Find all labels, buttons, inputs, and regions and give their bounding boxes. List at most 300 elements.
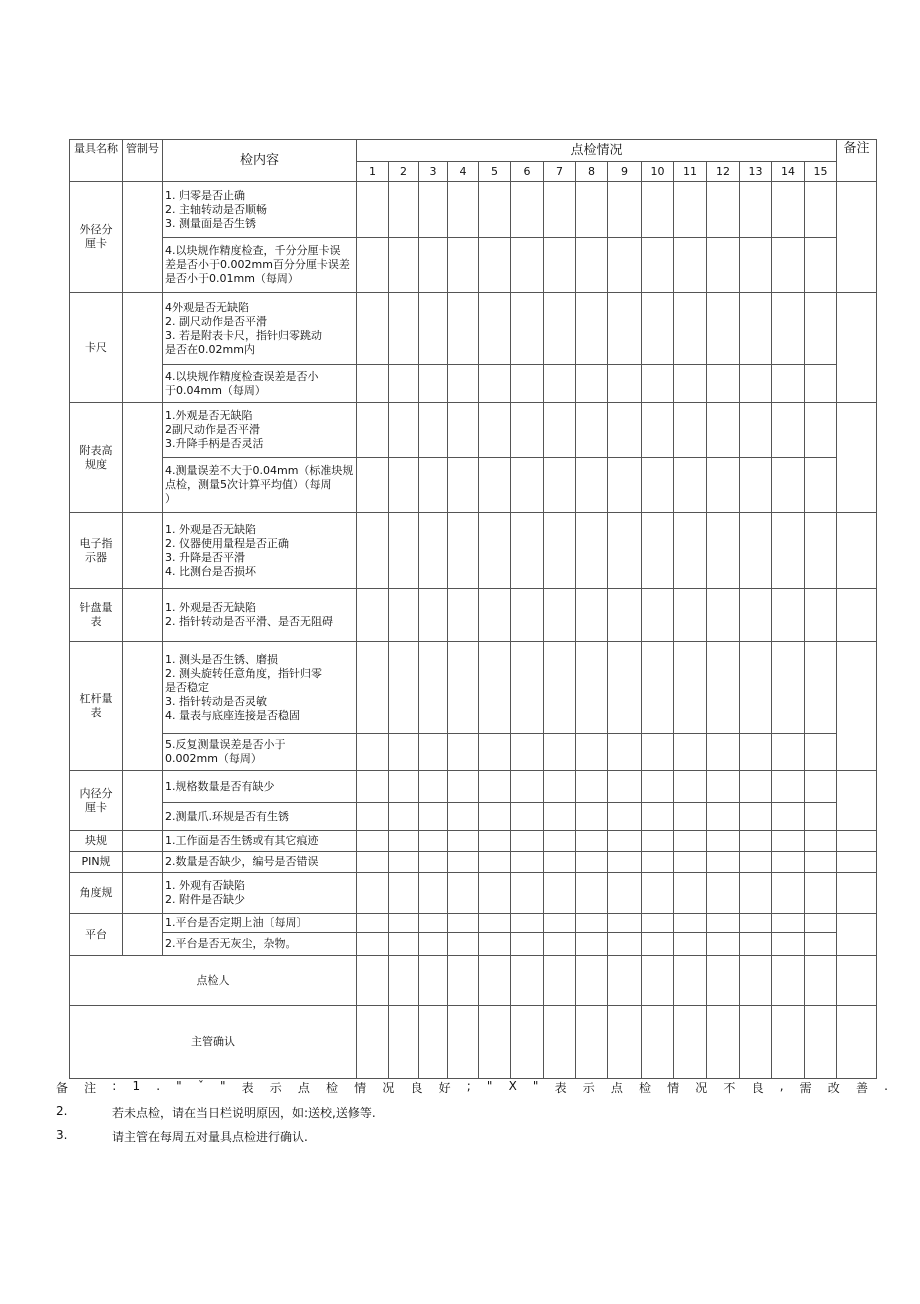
check-cell[interactable] [576, 642, 608, 734]
check-cell[interactable] [642, 771, 674, 803]
check-cell[interactable] [419, 852, 448, 873]
check-cell[interactable] [805, 458, 837, 513]
check-cell[interactable] [448, 458, 479, 513]
check-cell[interactable] [448, 513, 479, 589]
check-cell[interactable] [389, 589, 419, 642]
check-cell[interactable] [419, 238, 448, 293]
check-cell[interactable] [608, 771, 642, 803]
check-cell[interactable] [357, 238, 389, 293]
check-cell[interactable] [448, 589, 479, 642]
check-cell[interactable] [608, 642, 642, 734]
check-cell[interactable] [707, 403, 740, 458]
check-cell[interactable] [479, 513, 511, 589]
check-cell[interactable] [448, 873, 479, 914]
check-cell[interactable] [544, 238, 576, 293]
check-cell[interactable] [740, 182, 772, 238]
control-number[interactable] [123, 914, 163, 956]
check-cell[interactable] [357, 513, 389, 589]
check-cell[interactable] [674, 403, 707, 458]
check-cell[interactable] [642, 914, 674, 933]
check-cell[interactable] [740, 831, 772, 852]
check-cell[interactable] [419, 771, 448, 803]
check-cell[interactable] [674, 182, 707, 238]
control-number[interactable] [123, 852, 163, 873]
check-cell[interactable] [419, 182, 448, 238]
check-cell[interactable] [576, 852, 608, 873]
check-cell[interactable] [772, 365, 805, 403]
check-cell[interactable] [479, 365, 511, 403]
check-cell[interactable] [448, 734, 479, 771]
signoff-cell[interactable] [448, 956, 479, 1006]
check-cell[interactable] [707, 458, 740, 513]
check-cell[interactable] [544, 771, 576, 803]
check-cell[interactable] [576, 933, 608, 956]
check-cell[interactable] [419, 803, 448, 831]
remark-cell[interactable] [837, 182, 877, 293]
check-cell[interactable] [772, 914, 805, 933]
check-cell[interactable] [674, 293, 707, 365]
signoff-cell[interactable] [576, 1006, 608, 1079]
check-cell[interactable] [511, 852, 544, 873]
check-cell[interactable] [642, 734, 674, 771]
check-cell[interactable] [357, 933, 389, 956]
signoff-cell[interactable] [419, 956, 448, 1006]
remark-cell[interactable] [837, 1006, 877, 1079]
check-cell[interactable] [608, 914, 642, 933]
check-cell[interactable] [674, 642, 707, 734]
check-cell[interactable] [740, 293, 772, 365]
check-cell[interactable] [357, 293, 389, 365]
check-cell[interactable] [642, 873, 674, 914]
check-cell[interactable] [805, 831, 837, 852]
check-cell[interactable] [805, 873, 837, 914]
signoff-cell[interactable] [674, 956, 707, 1006]
check-cell[interactable] [479, 734, 511, 771]
check-cell[interactable] [357, 365, 389, 403]
check-cell[interactable] [544, 914, 576, 933]
check-cell[interactable] [608, 852, 642, 873]
check-cell[interactable] [707, 365, 740, 403]
control-number[interactable] [123, 831, 163, 852]
check-cell[interactable] [389, 182, 419, 238]
check-cell[interactable] [357, 734, 389, 771]
check-cell[interactable] [419, 365, 448, 403]
check-cell[interactable] [740, 873, 772, 914]
check-cell[interactable] [544, 403, 576, 458]
check-cell[interactable] [805, 403, 837, 458]
check-cell[interactable] [608, 873, 642, 914]
check-cell[interactable] [608, 589, 642, 642]
check-cell[interactable] [419, 403, 448, 458]
check-cell[interactable] [740, 852, 772, 873]
check-cell[interactable] [674, 852, 707, 873]
check-cell[interactable] [544, 182, 576, 238]
check-cell[interactable] [544, 933, 576, 956]
check-cell[interactable] [544, 873, 576, 914]
control-number[interactable] [123, 513, 163, 589]
signoff-cell[interactable] [642, 956, 674, 1006]
check-cell[interactable] [805, 803, 837, 831]
signoff-cell[interactable] [544, 956, 576, 1006]
check-cell[interactable] [389, 771, 419, 803]
signoff-cell[interactable] [357, 1006, 389, 1079]
signoff-cell[interactable] [772, 956, 805, 1006]
check-cell[interactable] [448, 238, 479, 293]
check-cell[interactable] [448, 365, 479, 403]
check-cell[interactable] [642, 852, 674, 873]
check-cell[interactable] [772, 852, 805, 873]
check-cell[interactable] [642, 293, 674, 365]
check-cell[interactable] [805, 852, 837, 873]
check-cell[interactable] [674, 589, 707, 642]
signoff-cell[interactable] [389, 956, 419, 1006]
control-number[interactable] [123, 642, 163, 771]
check-cell[interactable] [419, 458, 448, 513]
check-cell[interactable] [674, 513, 707, 589]
check-cell[interactable] [448, 914, 479, 933]
control-number[interactable] [123, 293, 163, 403]
check-cell[interactable] [544, 365, 576, 403]
check-cell[interactable] [642, 182, 674, 238]
check-cell[interactable] [608, 734, 642, 771]
check-cell[interactable] [642, 238, 674, 293]
check-cell[interactable] [389, 458, 419, 513]
check-cell[interactable] [642, 365, 674, 403]
check-cell[interactable] [419, 831, 448, 852]
check-cell[interactable] [707, 873, 740, 914]
check-cell[interactable] [389, 734, 419, 771]
check-cell[interactable] [389, 293, 419, 365]
check-cell[interactable] [419, 642, 448, 734]
remark-cell[interactable] [837, 642, 877, 771]
check-cell[interactable] [805, 734, 837, 771]
check-cell[interactable] [805, 933, 837, 956]
check-cell[interactable] [511, 803, 544, 831]
check-cell[interactable] [740, 771, 772, 803]
check-cell[interactable] [805, 914, 837, 933]
check-cell[interactable] [642, 642, 674, 734]
check-cell[interactable] [805, 513, 837, 589]
check-cell[interactable] [707, 914, 740, 933]
check-cell[interactable] [511, 914, 544, 933]
check-cell[interactable] [805, 238, 837, 293]
check-cell[interactable] [805, 182, 837, 238]
check-cell[interactable] [674, 734, 707, 771]
check-cell[interactable] [357, 771, 389, 803]
check-cell[interactable] [740, 933, 772, 956]
remark-cell[interactable] [837, 589, 877, 642]
check-cell[interactable] [608, 458, 642, 513]
check-cell[interactable] [707, 513, 740, 589]
check-cell[interactable] [357, 873, 389, 914]
check-cell[interactable] [805, 771, 837, 803]
check-cell[interactable] [608, 403, 642, 458]
check-cell[interactable] [479, 933, 511, 956]
remark-cell[interactable] [837, 293, 877, 403]
check-cell[interactable] [448, 771, 479, 803]
control-number[interactable] [123, 771, 163, 831]
remark-cell[interactable] [837, 852, 877, 873]
check-cell[interactable] [772, 771, 805, 803]
signoff-cell[interactable] [707, 956, 740, 1006]
check-cell[interactable] [772, 238, 805, 293]
check-cell[interactable] [707, 293, 740, 365]
check-cell[interactable] [674, 365, 707, 403]
check-cell[interactable] [772, 513, 805, 589]
control-number[interactable] [123, 589, 163, 642]
check-cell[interactable] [544, 803, 576, 831]
signoff-cell[interactable] [674, 1006, 707, 1079]
remark-cell[interactable] [837, 873, 877, 914]
check-cell[interactable] [642, 403, 674, 458]
signoff-cell[interactable] [389, 1006, 419, 1079]
signoff-cell[interactable] [544, 1006, 576, 1079]
check-cell[interactable] [419, 589, 448, 642]
check-cell[interactable] [772, 182, 805, 238]
signoff-cell[interactable] [419, 1006, 448, 1079]
check-cell[interactable] [389, 831, 419, 852]
check-cell[interactable] [357, 803, 389, 831]
check-cell[interactable] [479, 803, 511, 831]
check-cell[interactable] [772, 933, 805, 956]
remark-cell[interactable] [837, 403, 877, 513]
check-cell[interactable] [740, 803, 772, 831]
check-cell[interactable] [707, 734, 740, 771]
check-cell[interactable] [511, 771, 544, 803]
check-cell[interactable] [544, 513, 576, 589]
check-cell[interactable] [479, 642, 511, 734]
check-cell[interactable] [707, 933, 740, 956]
check-cell[interactable] [511, 182, 544, 238]
check-cell[interactable] [608, 831, 642, 852]
check-cell[interactable] [576, 914, 608, 933]
signoff-cell[interactable] [608, 1006, 642, 1079]
check-cell[interactable] [419, 933, 448, 956]
check-cell[interactable] [740, 734, 772, 771]
check-cell[interactable] [608, 365, 642, 403]
check-cell[interactable] [707, 852, 740, 873]
check-cell[interactable] [805, 642, 837, 734]
check-cell[interactable] [479, 831, 511, 852]
check-cell[interactable] [544, 458, 576, 513]
signoff-cell[interactable] [642, 1006, 674, 1079]
check-cell[interactable] [772, 831, 805, 852]
check-cell[interactable] [389, 513, 419, 589]
check-cell[interactable] [674, 803, 707, 831]
signoff-cell[interactable] [511, 956, 544, 1006]
check-cell[interactable] [511, 293, 544, 365]
check-cell[interactable] [772, 293, 805, 365]
signoff-cell[interactable] [805, 956, 837, 1006]
check-cell[interactable] [357, 182, 389, 238]
signoff-cell[interactable] [479, 1006, 511, 1079]
check-cell[interactable] [740, 365, 772, 403]
check-cell[interactable] [740, 238, 772, 293]
check-cell[interactable] [479, 458, 511, 513]
check-cell[interactable] [772, 734, 805, 771]
check-cell[interactable] [674, 831, 707, 852]
signoff-cell[interactable] [448, 1006, 479, 1079]
check-cell[interactable] [389, 803, 419, 831]
remark-cell[interactable] [837, 956, 877, 1006]
check-cell[interactable] [544, 589, 576, 642]
check-cell[interactable] [576, 873, 608, 914]
signoff-cell[interactable] [576, 956, 608, 1006]
check-cell[interactable] [674, 933, 707, 956]
check-cell[interactable] [707, 803, 740, 831]
check-cell[interactable] [479, 771, 511, 803]
check-cell[interactable] [674, 771, 707, 803]
check-cell[interactable] [479, 182, 511, 238]
check-cell[interactable] [707, 238, 740, 293]
check-cell[interactable] [642, 513, 674, 589]
check-cell[interactable] [511, 365, 544, 403]
check-cell[interactable] [707, 642, 740, 734]
signoff-cell[interactable] [805, 1006, 837, 1079]
check-cell[interactable] [479, 293, 511, 365]
check-cell[interactable] [544, 734, 576, 771]
check-cell[interactable] [511, 458, 544, 513]
signoff-cell[interactable] [707, 1006, 740, 1079]
check-cell[interactable] [448, 852, 479, 873]
check-cell[interactable] [419, 873, 448, 914]
check-cell[interactable] [805, 293, 837, 365]
check-cell[interactable] [511, 589, 544, 642]
check-cell[interactable] [642, 831, 674, 852]
check-cell[interactable] [419, 513, 448, 589]
check-cell[interactable] [740, 403, 772, 458]
check-cell[interactable] [707, 182, 740, 238]
check-cell[interactable] [511, 238, 544, 293]
check-cell[interactable] [511, 642, 544, 734]
check-cell[interactable] [479, 873, 511, 914]
remark-cell[interactable] [837, 513, 877, 589]
check-cell[interactable] [576, 238, 608, 293]
check-cell[interactable] [608, 293, 642, 365]
check-cell[interactable] [608, 513, 642, 589]
check-cell[interactable] [511, 734, 544, 771]
check-cell[interactable] [357, 831, 389, 852]
signoff-cell[interactable] [772, 1006, 805, 1079]
check-cell[interactable] [772, 873, 805, 914]
check-cell[interactable] [707, 771, 740, 803]
check-cell[interactable] [740, 458, 772, 513]
check-cell[interactable] [357, 852, 389, 873]
check-cell[interactable] [674, 914, 707, 933]
check-cell[interactable] [357, 642, 389, 734]
check-cell[interactable] [576, 293, 608, 365]
remark-cell[interactable] [837, 771, 877, 831]
check-cell[interactable] [772, 803, 805, 831]
check-cell[interactable] [389, 238, 419, 293]
check-cell[interactable] [576, 771, 608, 803]
check-cell[interactable] [448, 293, 479, 365]
check-cell[interactable] [448, 831, 479, 852]
check-cell[interactable] [740, 513, 772, 589]
check-cell[interactable] [642, 458, 674, 513]
check-cell[interactable] [544, 642, 576, 734]
check-cell[interactable] [511, 403, 544, 458]
check-cell[interactable] [389, 914, 419, 933]
check-cell[interactable] [740, 589, 772, 642]
check-cell[interactable] [511, 873, 544, 914]
signoff-cell[interactable] [740, 956, 772, 1006]
check-cell[interactable] [357, 589, 389, 642]
check-cell[interactable] [642, 803, 674, 831]
check-cell[interactable] [544, 852, 576, 873]
check-cell[interactable] [772, 403, 805, 458]
check-cell[interactable] [389, 873, 419, 914]
check-cell[interactable] [740, 642, 772, 734]
check-cell[interactable] [479, 589, 511, 642]
signoff-cell[interactable] [740, 1006, 772, 1079]
check-cell[interactable] [576, 803, 608, 831]
check-cell[interactable] [576, 513, 608, 589]
check-cell[interactable] [448, 403, 479, 458]
check-cell[interactable] [576, 182, 608, 238]
control-number[interactable] [123, 873, 163, 914]
check-cell[interactable] [642, 589, 674, 642]
check-cell[interactable] [389, 642, 419, 734]
check-cell[interactable] [419, 293, 448, 365]
check-cell[interactable] [357, 914, 389, 933]
check-cell[interactable] [448, 182, 479, 238]
check-cell[interactable] [674, 458, 707, 513]
check-cell[interactable] [479, 852, 511, 873]
check-cell[interactable] [576, 734, 608, 771]
check-cell[interactable] [544, 831, 576, 852]
check-cell[interactable] [357, 458, 389, 513]
signoff-cell[interactable] [511, 1006, 544, 1079]
control-number[interactable] [123, 182, 163, 293]
check-cell[interactable] [511, 513, 544, 589]
check-cell[interactable] [576, 403, 608, 458]
check-cell[interactable] [674, 873, 707, 914]
check-cell[interactable] [740, 914, 772, 933]
check-cell[interactable] [511, 831, 544, 852]
check-cell[interactable] [772, 589, 805, 642]
signoff-cell[interactable] [608, 956, 642, 1006]
check-cell[interactable] [576, 458, 608, 513]
check-cell[interactable] [576, 365, 608, 403]
check-cell[interactable] [576, 831, 608, 852]
signoff-cell[interactable] [357, 956, 389, 1006]
check-cell[interactable] [479, 403, 511, 458]
check-cell[interactable] [805, 365, 837, 403]
check-cell[interactable] [389, 403, 419, 458]
check-cell[interactable] [608, 803, 642, 831]
remark-cell[interactable] [837, 914, 877, 956]
check-cell[interactable] [576, 589, 608, 642]
check-cell[interactable] [544, 293, 576, 365]
signoff-cell[interactable] [479, 956, 511, 1006]
check-cell[interactable] [608, 933, 642, 956]
check-cell[interactable] [772, 642, 805, 734]
check-cell[interactable] [479, 238, 511, 293]
check-cell[interactable] [674, 238, 707, 293]
check-cell[interactable] [772, 458, 805, 513]
check-cell[interactable] [389, 852, 419, 873]
check-cell[interactable] [707, 831, 740, 852]
check-cell[interactable] [608, 238, 642, 293]
check-cell[interactable] [419, 734, 448, 771]
check-cell[interactable] [389, 365, 419, 403]
check-cell[interactable] [448, 803, 479, 831]
check-cell[interactable] [479, 914, 511, 933]
check-cell[interactable] [511, 933, 544, 956]
control-number[interactable] [123, 403, 163, 513]
check-cell[interactable] [357, 403, 389, 458]
